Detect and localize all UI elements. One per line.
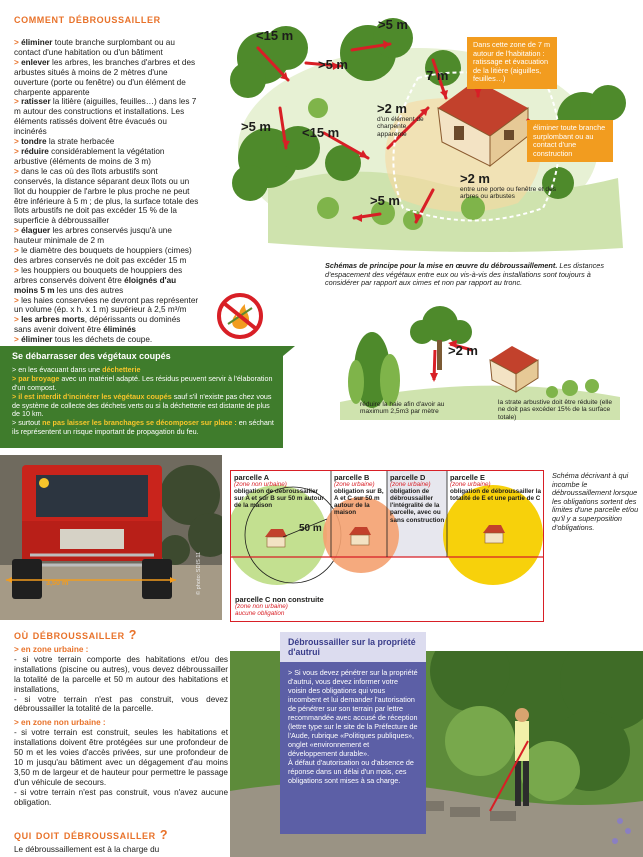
item-text: la strate herbacée bbox=[46, 137, 115, 147]
note-7m: Dans cette zone de 7 m autour de l'habitation : ratissage et évacuation de la litière (aiguilles, feuilles…) bbox=[467, 37, 557, 89]
comment-list-item bbox=[14, 97, 199, 137]
bullet-marker: > bbox=[14, 38, 22, 47]
top-caption-text: Les distances d'espacement des végétaux entre eux ou vis-à-vis des installations sont toujours à considérer par rapport aux cimes et non par rapport au tronc. bbox=[325, 261, 605, 288]
urban-1: - si votre terrain comporte des habitations et/ou des installations (piscine ou autres), vous devez débroussailler la totalité de la parcelle et 50 m autour des habitations et installations, bbox=[14, 654, 228, 694]
item-lead: ratisser bbox=[21, 97, 51, 107]
item-text: considérablement la végétation arbustive (éléments de moins de 3 m) bbox=[14, 146, 165, 166]
comment-list-item bbox=[14, 38, 199, 58]
item-text: les houppiers ou bouquets de houppiers des arbres conservés doivent être bbox=[14, 265, 183, 285]
dist-label: <15 m bbox=[302, 125, 340, 140]
bullet-marker: > bbox=[14, 295, 22, 305]
dist-label: >5 m bbox=[370, 193, 400, 208]
nonurban-1: - si votre terrain est construit, seules les habitations et installations doivent être protégées sur une profondeur de 50 m et les voies d'accès privées, sur une profondeur de 10 m jusqu'au bâtiment avec un dégagement d'au moins 3,50 m de largeur et de hauteur pour permettre le passage d'un véhicule de secours. bbox=[14, 728, 228, 787]
item-text: , dépérissants ou dominés sans avenir doivent être bbox=[14, 315, 181, 335]
autrui-p1: > Si vous devez pénétrer sur la propriété d'autrui, vous devez informer votre voisin des obligations qui vous incombent et lui demander l'autorisation de pénétrer sur son terrain par lettre recommandée avec accusé de réception (lettre type sur le site de la Préfecture de l'Aude, rubrique «Politiques publiques», onglet «environnement et développement durable». bbox=[288, 668, 418, 758]
comment-list-item bbox=[14, 147, 199, 167]
autrui-box bbox=[280, 662, 426, 834]
comment-list-item bbox=[14, 226, 199, 246]
urban-title: > en zone urbaine : bbox=[14, 645, 89, 654]
parcelle-e: parcelle E (zone urbaine) obligation de débroussailler la totalité de E et une partie de C bbox=[450, 473, 541, 503]
comment-list-item bbox=[14, 167, 199, 226]
item-lead: enlever bbox=[21, 57, 50, 67]
parcelle-a: parcelle A (zone non urbaine) obligation de débroussailler sur A et sur B sur 50 m autour de la maison bbox=[234, 473, 324, 510]
bullet-marker: > bbox=[14, 246, 22, 256]
comment-list-item bbox=[14, 58, 199, 98]
item-text: les haies conservées ne devront pas représenter un volume (ép. x h. x 1 m) supérieur à 2,5 m³/m bbox=[14, 295, 199, 315]
item-tail: les uns des autres bbox=[54, 285, 124, 295]
item-text: tous les déchets de coupe. bbox=[52, 335, 153, 345]
item-text: toute branche surplombant ou au contact d'une habitation ou d'un bâtiment bbox=[14, 38, 175, 57]
fire-truck-photo bbox=[0, 455, 222, 620]
bullet-marker: > bbox=[14, 146, 22, 156]
autrui-title: Débroussailler sur la propriété d'autrui bbox=[280, 632, 426, 662]
mid-dist-label: >2 m bbox=[448, 343, 478, 358]
comment-list-item bbox=[14, 315, 199, 335]
vegetaux-box-corner bbox=[283, 346, 295, 356]
parcelles-caption: Schéma décrivant à qui incombe le débroussaillement lorsque les obligations sortent des limites d'une parcelle et/ou qu'il y a superposition d'obligations. bbox=[552, 471, 639, 532]
vegetaux-p4: > surtout ne pas laisser les branchages se décomposer sur place : en séchant ils représentent un risque important de propagation du feu. bbox=[12, 418, 274, 437]
item-text: les arbres, les branches d'arbres et des arbustes situés à moins de 2 mètres d'une ouverture (porte ou fenêtre) ou d'un élément de charpente apparente bbox=[14, 57, 196, 97]
comment-list-item bbox=[14, 335, 199, 345]
dist-label: >5 m bbox=[318, 57, 348, 72]
item-text: les arbres conservés jusqu'à une hauteur minimale de 2 m bbox=[14, 226, 172, 246]
comment-list-item bbox=[14, 137, 199, 147]
vegetaux-p1: > en les évacuant dans une déchetterie bbox=[12, 364, 141, 374]
top-diagram-caption bbox=[325, 262, 615, 288]
qui-text: Le débroussaillement est à la charge du bbox=[14, 845, 160, 854]
photo-credit bbox=[196, 583, 202, 595]
parcelles-dist: 50 m bbox=[299, 523, 322, 534]
truck-width-label: 3,50 m bbox=[46, 578, 69, 587]
parcelle-b: parcelle B (zone urbaine) obligation sur B, A et C sur 50 m autour de la maison bbox=[334, 473, 384, 517]
haie-label: réduire la haie afin d'avoir au maximum 2,5m3 par mètre bbox=[360, 401, 445, 416]
comment-list bbox=[14, 38, 199, 345]
bullet-marker: > bbox=[14, 315, 22, 325]
vegetaux-p2: > par broyage avec un matériel adapté. Les résidus peuvent servir à l'élaboration d'un compost. bbox=[12, 373, 273, 392]
item-lead: réduire bbox=[21, 146, 49, 156]
item-lead: éliminer bbox=[21, 335, 53, 345]
comment-list-item bbox=[14, 296, 199, 316]
porte-label: entre une porte ou fenêtre et des arbres ou arbustes bbox=[460, 186, 557, 201]
urban-2: - si votre terrain n'est pas construit, vous devez débroussailler la totalité de la parcelle. bbox=[14, 694, 228, 714]
item-text: dans le cas où des îlots arbustifs sont conservés, la distance séparant deux îlots ou un îlot du houppier de l'arbre le plus proche ne peut être inférieure à 5 m ; de plus, la surface totale des îlots arbustifs ne doit pas excéder 15 % de la superficie à débroussailler bbox=[14, 166, 199, 226]
dist-label: >2 m bbox=[377, 101, 407, 116]
nonurban-2: - si votre terrain n'est pas construit, vous n'avez aucune obligation. bbox=[14, 787, 228, 807]
vegetaux-p3: > il est interdit d'incinérer les végétaux coupés sauf s'il n'existe pas chez vous de système de collecte des déchets verts ou si la déchetterie est distante de plus de 10 km. bbox=[12, 391, 272, 419]
dist-label: >5 m bbox=[378, 17, 408, 32]
bullet-marker: > bbox=[14, 166, 22, 176]
dist-label: <15 m bbox=[256, 28, 294, 43]
section-title-comment: comment débroussailler bbox=[14, 12, 161, 26]
item-lead: tondre bbox=[21, 137, 47, 147]
parcelles-diagram bbox=[230, 470, 544, 622]
dist-label: 7 m bbox=[426, 68, 449, 83]
top-caption-title: Schémas de principe pour la mise en œuvre du débroussaillement. bbox=[325, 261, 558, 270]
parcelle-d: parcelle D (zone urbaine) obligation de débroussailler l'intégralité de la parcelle, avec ou sans construction bbox=[390, 473, 445, 524]
vegetaux-title: Se débarrasser des végétaux coupés bbox=[12, 351, 171, 361]
bullet-marker: > bbox=[14, 57, 22, 67]
item-lead: les arbres morts bbox=[21, 315, 85, 325]
comment-list-item bbox=[14, 246, 199, 266]
comment-list-item bbox=[14, 266, 199, 296]
dist-label: >2 m bbox=[460, 171, 490, 186]
vegetaux-box bbox=[0, 346, 283, 448]
item-text: la litière (aiguilles, feuilles…) dans les 7 m autour des constructions et installations. Les éléments ratissés doivent être évacués ou incinérés bbox=[14, 97, 197, 137]
strate-label: la strate arbustive doit être réduite (elle ne doit pas excéder 15% de la surface totale) bbox=[498, 399, 612, 421]
dist-label: >5 m bbox=[241, 119, 271, 134]
bullet-marker: > bbox=[14, 335, 22, 345]
bullet-marker: > bbox=[14, 226, 22, 236]
bullet-marker: > bbox=[14, 265, 22, 275]
item-text: le diamètre des bouquets de houppiers (cimes) des arbres conservés ne doit pas excéder 15 m bbox=[14, 246, 192, 265]
nonurban-title: > en zone non urbaine : bbox=[14, 718, 106, 728]
section-title-qui: qui doit débroussailler ? bbox=[14, 828, 169, 842]
bullet-marker: > bbox=[14, 97, 22, 107]
item-lead: éliminer bbox=[21, 38, 53, 47]
item-strong: éloignés d'au moins 5 m bbox=[14, 275, 177, 295]
note-branche: éliminer toute branche surplombant ou au contact d'une construction bbox=[527, 120, 613, 162]
parcelle-c: parcelle C non construite (zone non urbaine) aucune obligation bbox=[235, 595, 324, 618]
item-strong: éliminés bbox=[103, 325, 136, 335]
autrui-p2: À défaut d'autorisation ou d'absence de réponse dans un délai d'un mois, ces obligations sont mises à sa charge. bbox=[288, 758, 414, 785]
ou-text bbox=[14, 645, 228, 808]
item-lead: élaguer bbox=[21, 226, 51, 236]
no-burning-icon bbox=[216, 292, 264, 340]
section-title-ou: où débroussailler ? bbox=[14, 628, 137, 642]
charpente-label: d'un élément de charpente apparente bbox=[377, 116, 424, 138]
bullet-marker: > bbox=[14, 137, 22, 147]
